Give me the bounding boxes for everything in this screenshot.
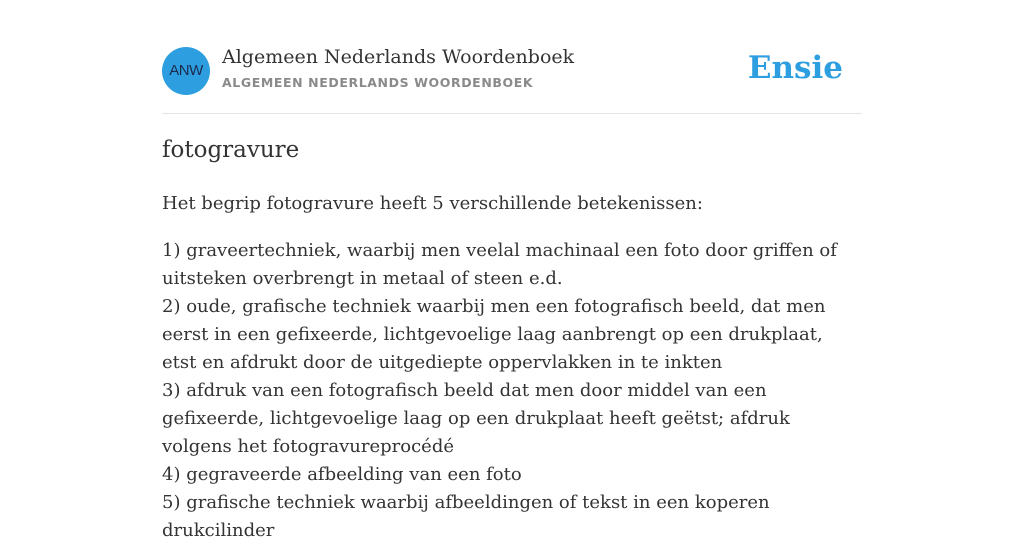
meanings-list bbox=[162, 237, 862, 545]
brand-logo[interactable]: Ensie bbox=[747, 50, 843, 86]
header-divider bbox=[162, 113, 862, 114]
entry-intro: Het begrip fotogravure heeft 5 verschillende betekenissen: bbox=[162, 193, 703, 214]
meaning-item: 5) grafische techniek waarbij afbeeldingen of tekst in een koperen drukcilinder bbox=[162, 492, 770, 541]
source-header bbox=[162, 46, 862, 96]
entry-term: fotogravure bbox=[162, 137, 300, 163]
meaning-item: 3) afdruk van een fotografisch beeld dat men door middel van een gefixeerde, lichtgevoelige laag op een drukplaat heeft geëtst; afdruk volgens het fotogravureprocédé bbox=[162, 380, 790, 457]
source-subtitle: ALGEMEEN NEDERLANDS WOORDENBOEK bbox=[222, 75, 534, 90]
source-title[interactable]: Algemeen Nederlands Woordenboek bbox=[222, 46, 575, 68]
meaning-item: 2) oude, grafische techniek waarbij men een fotografisch beeld, dat men eerst in een gefixeerde, lichtgevoelige laag aanbrengt op een drukplaat, etst en afdrukt door de uitgediepte oppervlakken in te inkten bbox=[162, 296, 826, 373]
source-logo[interactable]: ANW bbox=[162, 47, 210, 95]
meaning-item: 4) gegraveerde afbeelding van een foto bbox=[162, 464, 522, 485]
meaning-item: 1) graveertechniek, waarbij men veelal machinaal een foto door griffen of uitsteken overbrengt in metaal of steen e.d. bbox=[162, 240, 837, 289]
